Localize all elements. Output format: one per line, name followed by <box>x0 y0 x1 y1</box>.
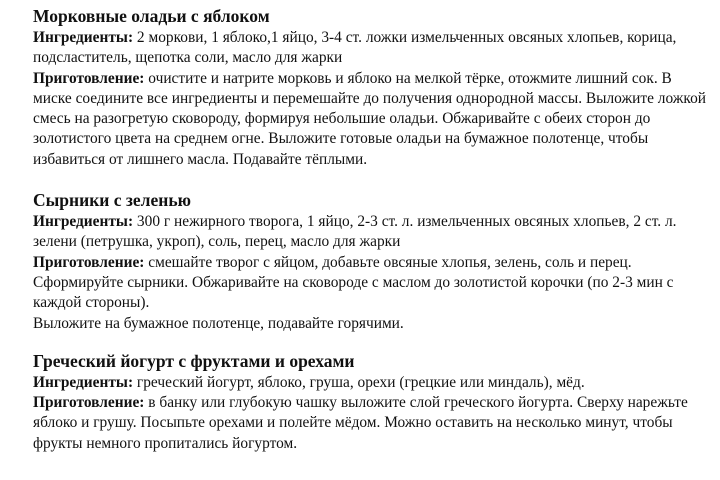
recipe-title: Сырники с зеленью <box>33 190 191 211</box>
preparation-paragraph <box>33 393 710 454</box>
preparation-paragraph <box>33 69 710 170</box>
preparation-text: очистите и натрите морковь и яблоко на мелкой тёрке, отожмите лишний сок. В миске соедините все ингредиенты и перемешайте до получения однородной массы. Выложите ложкой смесь на разогретую сковороду, формируя небольшие оладьи. Обжаривайте с обеих сторон до золотистого цвета на среднем огне. Выложите готовые оладьи на бумажное полотенце, чтобы избавиться от лишнего масла. Подавайте тёплыми. <box>33 69 707 168</box>
recipe-carrot-pancakes <box>33 4 710 170</box>
ingredients-text: 2 моркови, 1 яблоко,1 яйцо, 3-4 ст. ложки измельченных овсяных хлопьев, корица, подсластитель, щепотка соли, масло для жарки <box>33 29 677 67</box>
serving-note: Выложите на бумажное полотенце, подавайте горячими. <box>33 314 404 332</box>
recipe-title: Греческий йогурт с фруктами и орехами <box>33 350 355 371</box>
ingredients-text: греческий йогурт, яблоко, груша, орехи (грецкие или миндаль), мёд. <box>133 373 585 391</box>
preparation-text: в банку или глубокую чашку выложите слой греческого йогурта. Сверху нарежьте яблоко и грушу. Посыпьте орехами и полейте мёдом. Можно оставить на несколько минут, чтобы фрукты немного пропитались йогуртом. <box>33 394 688 452</box>
recipe-greek-yogurt <box>33 349 710 454</box>
ingredients-label: Ингредиенты: <box>33 213 134 231</box>
preparation-text: смешайте творог с яйцом, добавьте овсяные хлопья, зелень, соль и перец. Сформируйте сырники. Обжаривайте на сковороде с маслом до золотистой корочки (по 2-3 мин с каждой стороны). <box>33 253 674 312</box>
ingredients-label: Ингредиенты: <box>33 29 134 46</box>
ingredients-paragraph <box>33 28 710 69</box>
preparation-label: Приготовление: <box>33 394 145 412</box>
recipe-syrniki-with-greens <box>33 188 710 334</box>
ingredients-label: Ингредиенты: <box>33 373 134 391</box>
preparation-paragraph <box>33 253 710 314</box>
recipe-title: Морковные оладьи с яблоком <box>33 6 270 26</box>
ingredients-text: 300 г нежирного творога, 1 яйцо, 2-3 ст. л. измельченных овсяных хлопьев, 2 ст. л. зелени (петрушка, укроп), соль, перец, масло для жарки <box>33 213 677 251</box>
preparation-label: Приготовление: <box>33 69 145 87</box>
preparation-label: Приготовление: <box>33 253 145 271</box>
ingredients-paragraph <box>33 212 710 253</box>
ingredients-paragraph <box>33 373 710 393</box>
